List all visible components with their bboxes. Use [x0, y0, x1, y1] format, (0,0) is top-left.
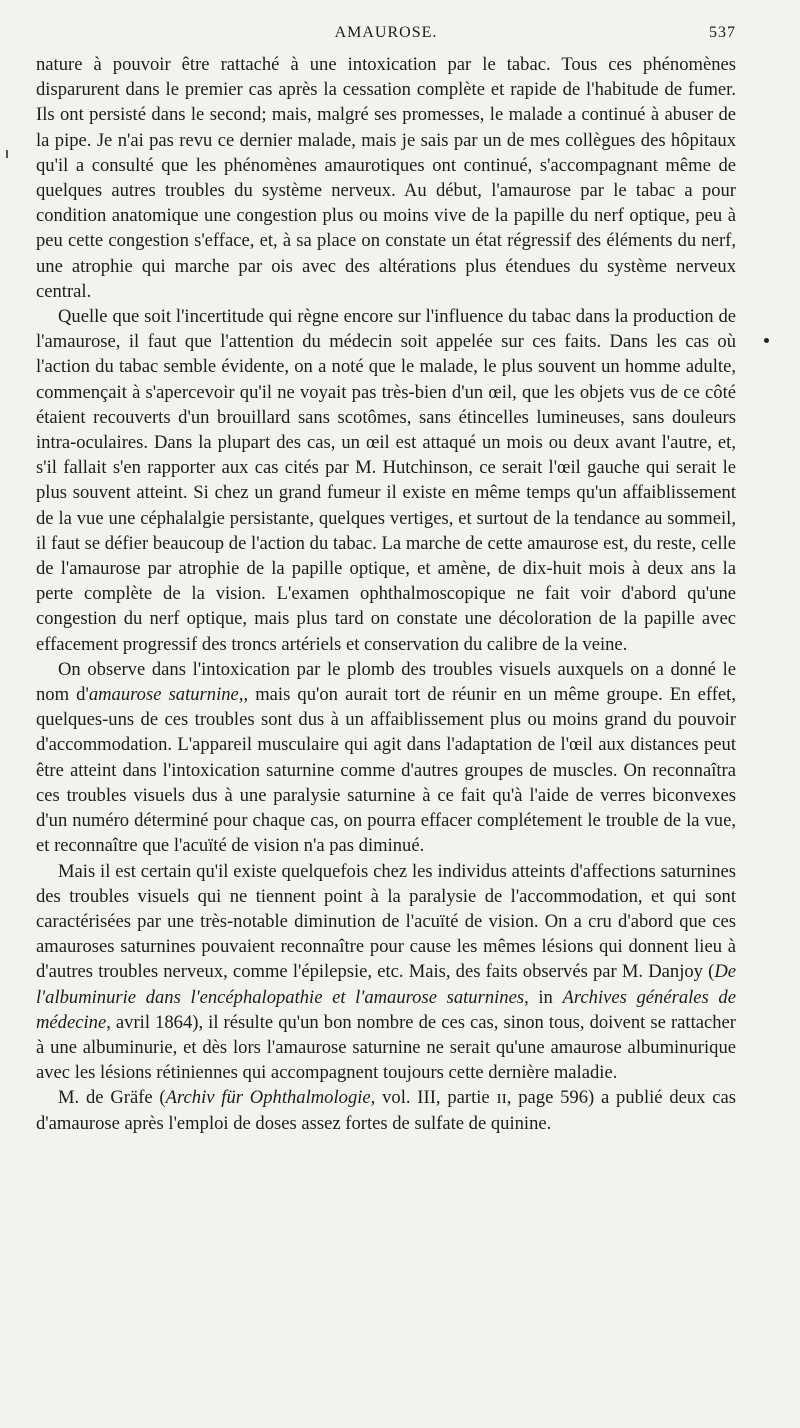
running-head: [36, 24, 736, 52]
text-segment: On observe dans l'intoxication par le plomb des troubles visuels auxquels on a donné le nom d': [36, 658, 736, 706]
italic-citation-title: De l'albuminurie dans l'encéphalopathie et l'amaurose saturnines: [36, 961, 736, 1008]
paragraph-5: [36, 1085, 736, 1135]
margin-ink-dot: [764, 338, 769, 343]
book-page: [36, 24, 736, 1136]
text-segment: , vol. III, partie ɪɪ, page 596) a publié deux cas d'amaurose après l'emploi de doses assez fortes de sulfate de quinine.: [36, 1087, 737, 1134]
page-number: 537: [709, 24, 736, 41]
text-segment: ,, mais qu'on aurait tort de réunir en un même groupe. En effet, quelques-uns de ces troubles sont dus à un affaiblissement plus ou moins grand du pouvoir d'accommodation. L'appareil musculaire qui agit dans l'adaptation de l'œil aux distances peut être atteint dans l'intoxication saturnine comme d'autres groupes de muscles. On reconnaîtra ces troubles visuels dus à une paralysie saturnine à ce fait qu'à l'aide de verres biconvexes d'un numéro déterminé pour chaque cas, on pourra effacer complétement le trouble de la vue, et reconnaître que l'acuïté de vision n'a pas diminué.: [36, 684, 736, 857]
paragraph-3: [36, 657, 736, 859]
paragraph-2: [36, 304, 736, 657]
italic-journal-title: Archiv für Ophthalmologie: [165, 1087, 371, 1109]
italic-journal-title: Archives générales de médecine: [36, 986, 736, 1033]
text-segment: Mais il est certain qu'il existe quelquefois chez les individus atteints d'affections saturnines des troubles visuels qui ne tiennent point à la paralysie de l'accommodation, et qui sont caractérisées par une très-notable diminution de l'acuïté de vision. On a cru d'abord que ces amauroses saturnines pouvaient reconnaître pour cause les mêmes lésions qui donnent lieu à d'autres troubles nerveux, comme l'épilepsie, etc. Mais, des faits observés par M. Danjoy (: [36, 860, 736, 983]
text-segment: , avril 1864), il résulte qu'un bon nombre de ces cas, sinon tous, doivent se rattacher à une albuminurie, et dès lors l'amaurose saturnine ne serait qu'une amaurose albuminurique avec les lésions rétiniennes qui accompagnent toujours cette dernière maladie.: [36, 1011, 736, 1084]
running-title: AMAUROSE.: [334, 24, 438, 41]
italic-term: amaurose saturnine: [88, 684, 239, 706]
paragraph-1: [36, 52, 736, 304]
body-text: [36, 52, 736, 1136]
text-segment: nature à pouvoir être rattaché à une intoxication par le tabac. Tous ces phénomènes disparurent dans le premier cas après la cessation complète et rapide de l'habitude de fumer. Ils ont persisté dans le second; mais, malgré ses promesses, le malade a continué à abuser de la pipe. Je n'ai pas revu ce dernier malade, mais je sais par un de mes collègues des hôpitaux qu'il a consulté que les phénomènes amaurotiques ont continué, s'accompagnant même de quelques autres troubles du système nerveux. Au début, l'amaurose par le tabac a pour condition anatomique une congestion plus ou moins vive de la papille du nerf optique, peu à peu cette congestion s'efface, et, à sa place on constate un état régressif des éléments du nerf, une atrophie qui marche par ois avec des altérations plus étendues du système nerveux central.: [36, 54, 736, 302]
text-segment: , in: [524, 986, 563, 1008]
text-segment: M. de Gräfe (: [58, 1087, 166, 1109]
paragraph-4: [36, 859, 736, 1086]
text-segment: Quelle que soit l'incertitude qui règne encore sur l'influence du tabac dans la production de l'amaurose, il faut que l'attention du médecin soit appelée sur ces faits. Dans les cas où l'action du tabac semble évidente, on a noté que le malade, le plus souvent un homme adulte, commençait à s'apercevoir qu'il ne voyait pas très-bien d'un œil, que les objets vus de ce côté étaient recouverts d'un brouillard sans scotômes, sans étincelles lumineuses, sans douleurs intra-oculaires. Dans la plupart des cas, un œil est attaqué un mois ou deux avant l'autre, et, s'il fallait s'en rapporter aux cas cités par M. Hutchinson, ce serait l'œil gauche qui serait le plus souvent atteint. Si chez un grand fumeur il existe en même temps qu'un affaiblissement de la vue une céphalalgie persistante, quelques vertiges, et surtout de la tendance au sommeil, il faut se défier beaucoup de l'action du tabac. La marche de cette amaurose est, du reste, celle de l'amaurose par atrophie de la papille optique, et amène, de dix-huit mois à deux ans la perte complète de la vision. L'examen ophthalmoscopique ne fait voir d'abord qu'une congestion du nerf optique, mais plus tard on constate une décoloration de la papille avec effacement progressif des troncs artériels et conservation du calibre de la veine.: [36, 306, 736, 655]
margin-ink-mark: [6, 150, 8, 158]
